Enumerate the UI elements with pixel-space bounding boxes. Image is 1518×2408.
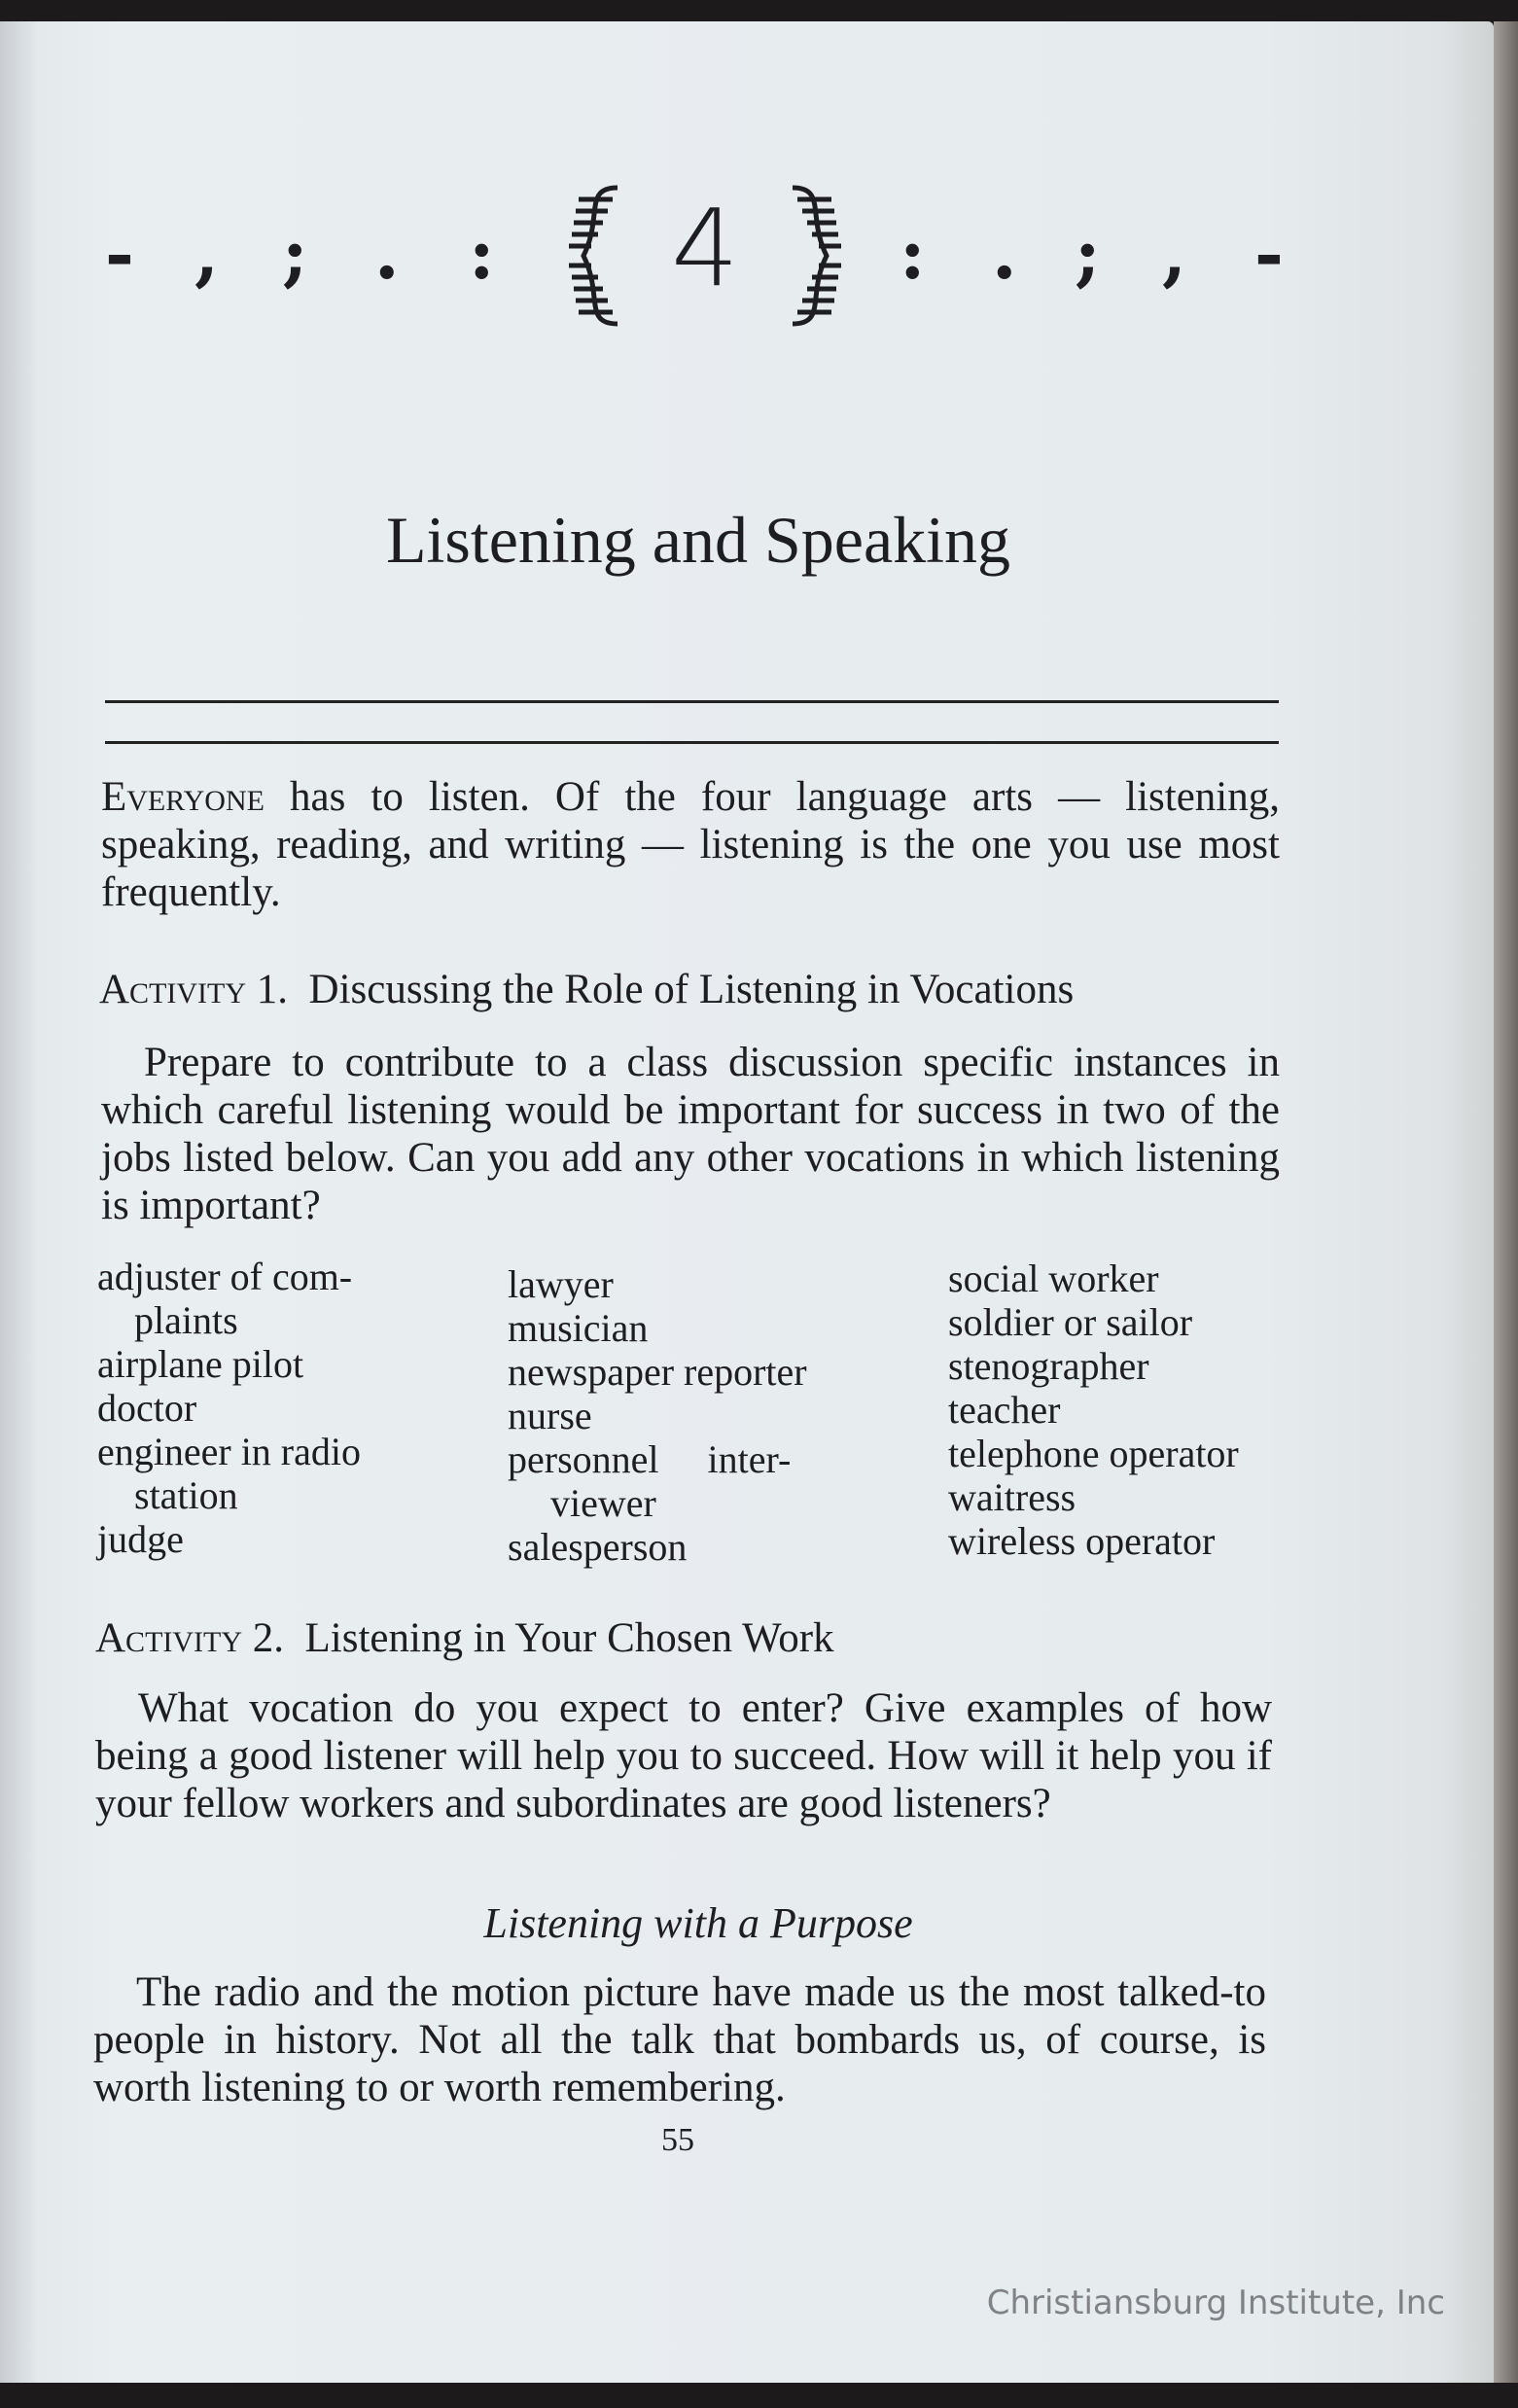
activity-1-title: Discussing the Role of Listening in Vocations: [308, 967, 1075, 1012]
activity-1-label: Activity: [99, 967, 247, 1012]
intro-text: has to listen. Of the four language arts — listening, speaking, reading, and writing — listening is the one you use most frequently.: [101, 774, 1280, 915]
list-item: soldier or sailor: [948, 1300, 1193, 1344]
list-item: station: [134, 1473, 238, 1517]
activity-1-heading: [99, 966, 1286, 1013]
list-item: doctor: [97, 1386, 197, 1430]
jobs-column-1: [97, 1255, 418, 1561]
ornament-comma-right: ,: [1162, 212, 1187, 295]
list-item: teacher: [948, 1388, 1061, 1432]
list-item: judge: [97, 1517, 184, 1561]
list-item: engineer in radio: [97, 1430, 361, 1473]
list-item: adjuster of com-: [97, 1255, 353, 1298]
watermark: Christiansburg Institute, Inc: [986, 2284, 1445, 2322]
ornament-semicolon-right: ;: [1075, 212, 1101, 295]
list-item: stenographer: [948, 1344, 1149, 1388]
page-edge: [1494, 21, 1518, 2383]
page-number: 55: [661, 2122, 694, 2158]
list-item: telephone operator: [948, 1432, 1239, 1475]
intro-lead-word: Everyone: [101, 774, 265, 820]
list-item: nurse: [508, 1394, 592, 1437]
ornament-dot-right: •: [992, 251, 1017, 297]
activity-1-number: 1.: [256, 967, 289, 1012]
activity-2-body: What vocation do you expect to enter? Give examples of how being a good listener will help you to succeed. How will it help you if your fellow workers and subordinates are good listeners?: [95, 1685, 1272, 1826]
list-item: viewer: [550, 1481, 656, 1525]
jobs-column-3: [948, 1257, 1298, 1563]
ornament-semicolon-left: ;: [282, 212, 308, 295]
ornament-dash-left: -: [105, 212, 134, 295]
list-item: salesperson: [508, 1525, 688, 1569]
left-scroll-ornament: [564, 178, 632, 334]
section-body: The radio and the motion picture have made us the most talked-to people in history. Not all the talk that bombards us, of course, is worth listening to or worth remembering.: [93, 1969, 1266, 2110]
chapter-number: 4: [671, 186, 739, 310]
list-item: waitress: [948, 1475, 1077, 1519]
list-item: airplane pilot: [97, 1342, 304, 1386]
activity-1-body: Prepare to contribute to a class discussion specific instances in which careful listening would be important for success in two of the jobs listed below. Can you add any other vocations in which listening is important?: [101, 1040, 1280, 1228]
intro-paragraph: [101, 773, 1280, 916]
list-item: personnel inter-: [508, 1437, 792, 1481]
ornament-colon-right: :: [900, 212, 926, 295]
ornament-colon-left: :: [469, 212, 495, 295]
list-item: wireless operator: [948, 1519, 1216, 1563]
section-heading: Listening with a Purpose: [483, 1899, 913, 1947]
ornament-dot-left: •: [374, 251, 400, 297]
list-item: newspaper reporter: [508, 1350, 807, 1394]
title-rule-top: [105, 700, 1279, 703]
list-item: social worker: [948, 1257, 1159, 1300]
right-scroll-ornament: [778, 178, 846, 334]
chapter-title: Listening and Speaking: [385, 503, 1011, 577]
activity-2-heading: [95, 1614, 1282, 1662]
ornament-dash-right: -: [1254, 212, 1284, 295]
activity-2-number: 2.: [252, 1615, 285, 1661]
list-item: plaints: [134, 1298, 238, 1342]
title-rule-bottom: [105, 741, 1279, 744]
activity-2-title: Listening in Your Chosen Work: [304, 1615, 834, 1661]
jobs-column-2: [508, 1262, 877, 1569]
activity-2-label: Activity: [95, 1615, 243, 1661]
ornament-comma-left: ,: [194, 212, 220, 295]
list-item: musician: [508, 1306, 649, 1350]
list-item: lawyer: [508, 1262, 614, 1306]
